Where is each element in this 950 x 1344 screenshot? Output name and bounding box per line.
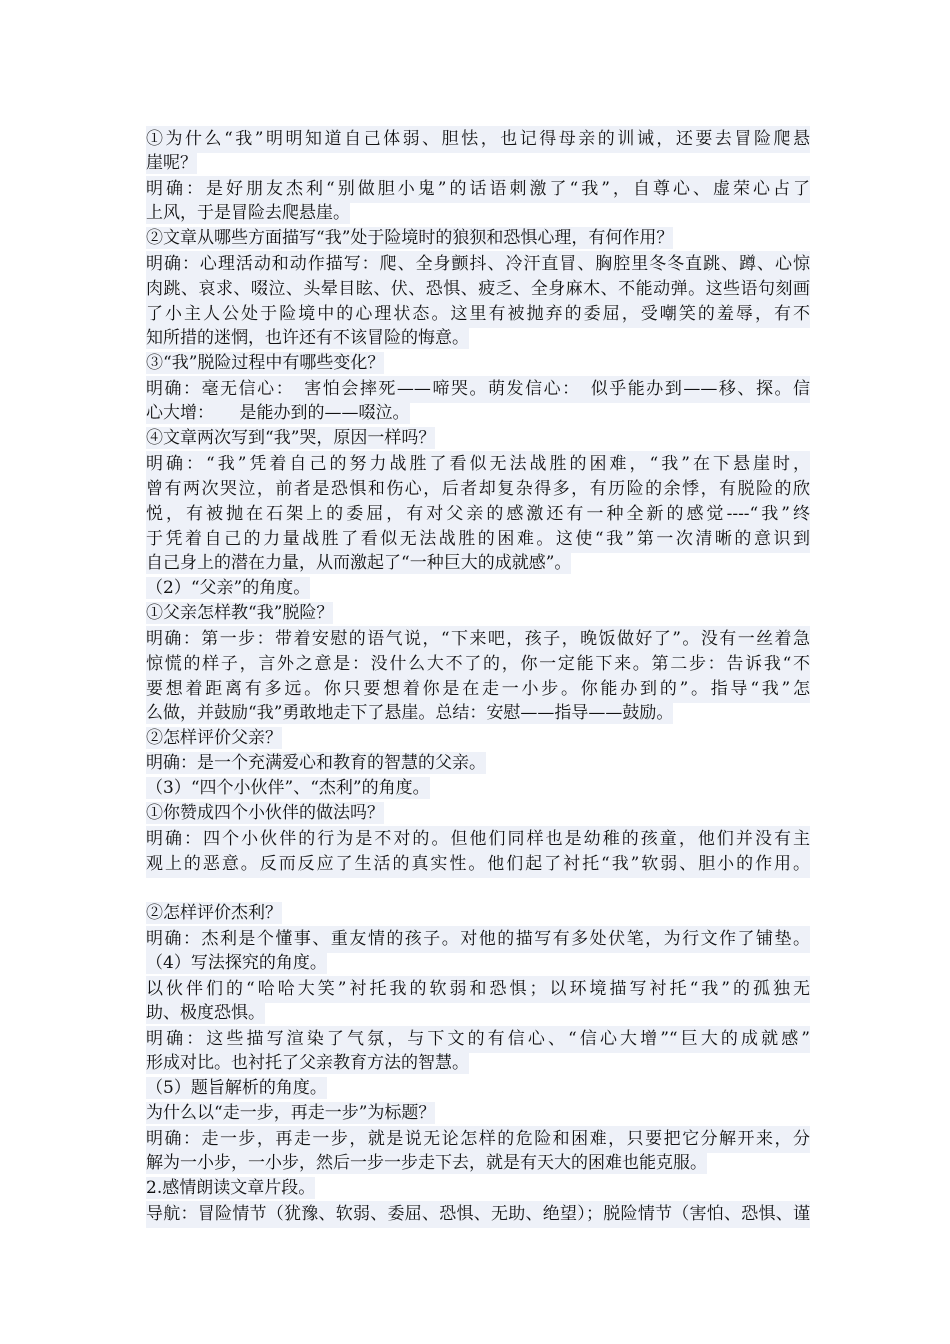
text-line bbox=[146, 726, 810, 751]
text-line-content: 么做，并鼓励“我”勇敢地走下了悬崖。总结：安慰——指导——鼓励。 bbox=[146, 703, 674, 723]
text-line-content: 曾有两次哭泣，前者是恐惧和伤心，后者却复杂得多，有历险的余悸，有脱险的欣 bbox=[146, 476, 810, 503]
text-line bbox=[146, 626, 810, 651]
text-line-content: 明确：是好朋友杰利“别做胆小鬼”的话语刺激了“我”，自尊心、虚荣心占了 bbox=[146, 176, 810, 203]
text-line-content: 形成对比。也衬托了父亲教育方法的智慧。 bbox=[146, 1053, 469, 1073]
text-line-content: 明确：这些描写渲染了气氛，与下文的有信心、“信心大增”“巨大的成就感” bbox=[146, 1026, 810, 1053]
text-line bbox=[146, 476, 810, 501]
text-line bbox=[146, 301, 810, 326]
text-line-content: （3）“四个小伙伴”、“杰利”的角度。 bbox=[146, 778, 430, 798]
text-line-content: ①父亲怎样教“我”脱险？ bbox=[146, 603, 334, 623]
text-line-content: ②怎样评价父亲？ bbox=[146, 728, 282, 748]
text-line-content: 明确：第一步：带着安慰的语气说，“下来吧，孩子，晚饭做好了”。没有一丝着急 bbox=[146, 626, 810, 653]
text-line bbox=[146, 451, 810, 476]
text-line bbox=[146, 876, 810, 901]
text-line bbox=[146, 1051, 810, 1076]
text-line-content: 明确：毫无信心： 害怕会摔死——啼哭。萌发信心： 似乎能办到——移、探。信 bbox=[146, 376, 810, 403]
text-line-content: （5）题旨解析的角度。 bbox=[146, 1078, 327, 1098]
text-line-content: （2）“父亲”的角度。 bbox=[146, 578, 311, 598]
text-line bbox=[146, 601, 810, 626]
text-line bbox=[146, 826, 810, 851]
text-line bbox=[146, 851, 810, 876]
text-line-content: （4）写法探究的角度。 bbox=[146, 953, 327, 973]
text-line bbox=[146, 951, 810, 976]
text-line bbox=[146, 351, 810, 376]
text-line-content: ③“我”脱险过程中有哪些变化？ bbox=[146, 353, 385, 373]
text-line bbox=[146, 526, 810, 551]
text-line bbox=[146, 901, 810, 926]
text-line-content: 明确：心理活动和动作描写：爬、全身颤抖、冷汗直冒、胸腔里冬冬直跳、蹲、心惊 bbox=[146, 251, 810, 278]
text-line-content: 心大增： 是能办到的——啜泣。 bbox=[146, 403, 410, 423]
text-line-content: 明确：杰利是个懂事、重友情的孩子。对他的描写有多处伏笔，为行文作了铺垫。 bbox=[146, 926, 810, 953]
text-line bbox=[146, 751, 810, 776]
text-line bbox=[146, 276, 810, 301]
document-body bbox=[146, 126, 810, 1226]
text-line-content: 于凭着自己的力量战胜了看似无法战胜的困难。这使“我”第一次清晰的意识到 bbox=[146, 526, 810, 553]
text-line bbox=[146, 201, 810, 226]
text-line-content: 明确：走一步，再走一步，就是说无论怎样的危险和困难，只要把它分解开来，分 bbox=[146, 1126, 810, 1153]
text-line bbox=[146, 251, 810, 276]
text-line bbox=[146, 1126, 810, 1151]
text-line bbox=[146, 576, 810, 601]
text-line-content: 崖呢？ bbox=[146, 153, 197, 173]
text-line bbox=[146, 1001, 810, 1026]
text-line bbox=[146, 1176, 810, 1201]
text-line bbox=[146, 376, 810, 401]
text-line-content: 明确：是一个充满爱心和教育的智慧的父亲。 bbox=[146, 753, 486, 773]
text-line bbox=[146, 651, 810, 676]
text-line-content: ②文章从哪些方面描写“我”处于险境时的狼狈和恐惧心理，有何作用？ bbox=[146, 228, 674, 248]
text-line bbox=[146, 176, 810, 201]
text-line-content: 知所措的迷惘，也许还有不该冒险的悔意。 bbox=[146, 328, 469, 348]
text-line bbox=[146, 501, 810, 526]
text-line-content: 上风，于是冒险去爬悬崖。 bbox=[146, 203, 350, 223]
text-line bbox=[146, 1201, 810, 1226]
text-line bbox=[146, 151, 810, 176]
text-line-content: 助、极度恐惧。 bbox=[146, 1003, 265, 1023]
text-line-content: 明确：“我”凭着自己的努力战胜了看似无法战胜的困难，“我”在下悬崖时， bbox=[146, 451, 810, 478]
text-line-content: 为什么以“走一步，再走一步”为标题？ bbox=[146, 1103, 436, 1123]
text-line-content: 自己身上的潜在力量，从而激起了“一种巨大的成就感”。 bbox=[146, 553, 572, 573]
text-line-content: ④文章两次写到“我”哭，原因一样吗？ bbox=[146, 428, 436, 448]
text-line-content: 肉跳、哀求、啜泣、头晕目眩、伏、恐惧、疲乏、全身麻木、不能动弹。这些语句刻画 bbox=[146, 276, 810, 303]
text-line-content: 2.感情朗读文章片段。 bbox=[146, 1178, 316, 1198]
text-line-content: ①你赞成四个小伙伴的做法吗？ bbox=[146, 803, 384, 823]
text-line bbox=[146, 401, 810, 426]
text-line-content: 明确：四个小伙伴的行为是不对的。但他们同样也是幼稚的孩童，他们并没有主 bbox=[146, 826, 810, 853]
text-line bbox=[146, 126, 810, 151]
text-line bbox=[146, 776, 810, 801]
text-line bbox=[146, 701, 810, 726]
text-line bbox=[146, 426, 810, 451]
text-line bbox=[146, 1101, 810, 1126]
text-line-content: 以伙伴们的“哈哈大笑”衬托我的软弱和恐惧；以环境描写衬托“我”的孤独无 bbox=[146, 976, 810, 1003]
text-line bbox=[146, 1151, 810, 1176]
text-line bbox=[146, 226, 810, 251]
text-line bbox=[146, 1076, 810, 1101]
text-line-content: 了小主人公处于险境中的心理状态。这里有被抛弃的委屈，受嘲笑的羞辱，有不 bbox=[146, 301, 810, 328]
text-line-content: 解为一小步，一小步，然后一步一步走下去，就是有天大的困难也能克服。 bbox=[146, 1153, 707, 1173]
text-line-content: ①为什么“我”明明知道自己体弱、胆怯，也记得母亲的训诫，还要去冒险爬悬 bbox=[146, 126, 810, 153]
text-line bbox=[146, 801, 810, 826]
text-line bbox=[146, 326, 810, 351]
text-line-content: 导航：冒险情节（犹豫、软弱、委屈、恐惧、无助、绝望）；脱险情节（害怕、恐惧、谨 bbox=[146, 1201, 810, 1228]
text-line-content: ②怎样评价杰利？ bbox=[146, 903, 282, 923]
text-line bbox=[146, 976, 810, 1001]
text-line-content: 观上的恶意。反而反应了生活的真实性。他们起了衬托“我”软弱、胆小的作用。 bbox=[146, 851, 810, 878]
text-line bbox=[146, 551, 810, 576]
text-line-content: 悦，有被抛在石架上的委屈，有对父亲的感激还有一种全新的感觉----“我”终 bbox=[146, 501, 810, 528]
text-line bbox=[146, 926, 810, 951]
text-line bbox=[146, 1026, 810, 1051]
text-line bbox=[146, 676, 810, 701]
text-line-content: 惊慌的样子，言外之意是：没什么大不了的，你一定能下来。第二步：告诉我“不 bbox=[146, 651, 810, 678]
text-line-content: 要想着距离有多远。你只要想着你是在走一小步。你能办到的”。指导“我”怎 bbox=[146, 676, 810, 703]
